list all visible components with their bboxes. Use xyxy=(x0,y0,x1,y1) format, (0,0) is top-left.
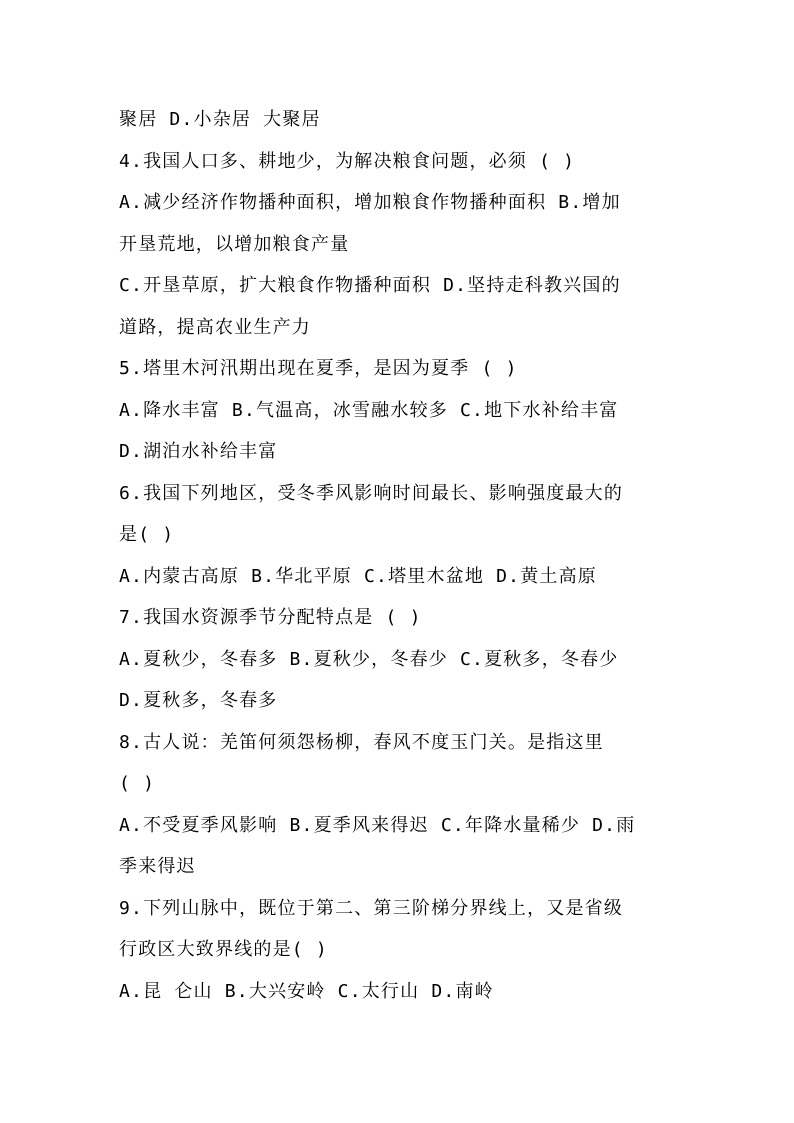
question-6-cont: 是( ) xyxy=(119,524,175,545)
question-9-options: A.昆 仑山 B.大兴安岭 C.太行山 D.南岭 xyxy=(119,980,494,1002)
question-9: 9.下列山脉中，既位于第二、第三阶梯分界线上，又是省级 xyxy=(119,897,624,919)
text-line-q3-options-end: 聚居 D.小杂居 大聚居 xyxy=(119,109,321,130)
question-7-options-cont: D.夏秋多，冬春多 xyxy=(119,690,278,711)
document-body xyxy=(119,99,699,1012)
question-4-options: A.减少经济作物播种面积，增加粮食作物播种面积 B.增加 xyxy=(119,192,621,213)
question-6: 6.我国下列地区，受冬季风影响时间最长、影响强度最大的 xyxy=(119,482,624,504)
question-4: 4.我国人口多、耕地少，为解决粮食问题，必须 ( ) xyxy=(119,150,576,172)
question-8-options: A.不受夏季风影响 B.夏季风来得迟 C.年降水量稀少 D.雨 xyxy=(119,814,636,836)
question-4-options-cd-cont: 道路，提高农业生产力 xyxy=(119,316,311,338)
question-4-options-cont: 开垦荒地，以增加粮食产量 xyxy=(119,233,350,255)
question-8-cont: ( ) xyxy=(119,773,156,794)
question-7: 7.我国水资源季节分配特点是 ( ) xyxy=(119,607,422,628)
question-5-options: A.降水丰富 B.气温高，冰雪融水较多 C.地下水补给丰富 xyxy=(119,399,619,421)
question-7-options: A.夏秋少，冬春多 B.夏秋少，冬春少 C.夏秋多，冬春少 xyxy=(119,648,619,670)
question-6-options: A.内蒙古高原 B.华北平原 C.塔里木盆地 D.黄土高原 xyxy=(119,565,598,587)
question-9-cont: 行政区大致界线的是( ) xyxy=(119,939,328,960)
question-8: 8.古人说：羌笛何须怨杨柳，春风不度玉门关。是指这里 xyxy=(119,731,604,753)
question-5: 5.塔里木河汛期出现在夏季，是因为夏季 ( ) xyxy=(119,358,518,379)
question-8-options-cont: 季来得迟 xyxy=(119,856,196,877)
question-4-options-cd: C.开垦草原，扩大粮食作物播种面积 D.坚持走科教兴国的 xyxy=(119,275,621,296)
question-5-options-cont: D.湖泊水补给丰富 xyxy=(119,441,278,462)
